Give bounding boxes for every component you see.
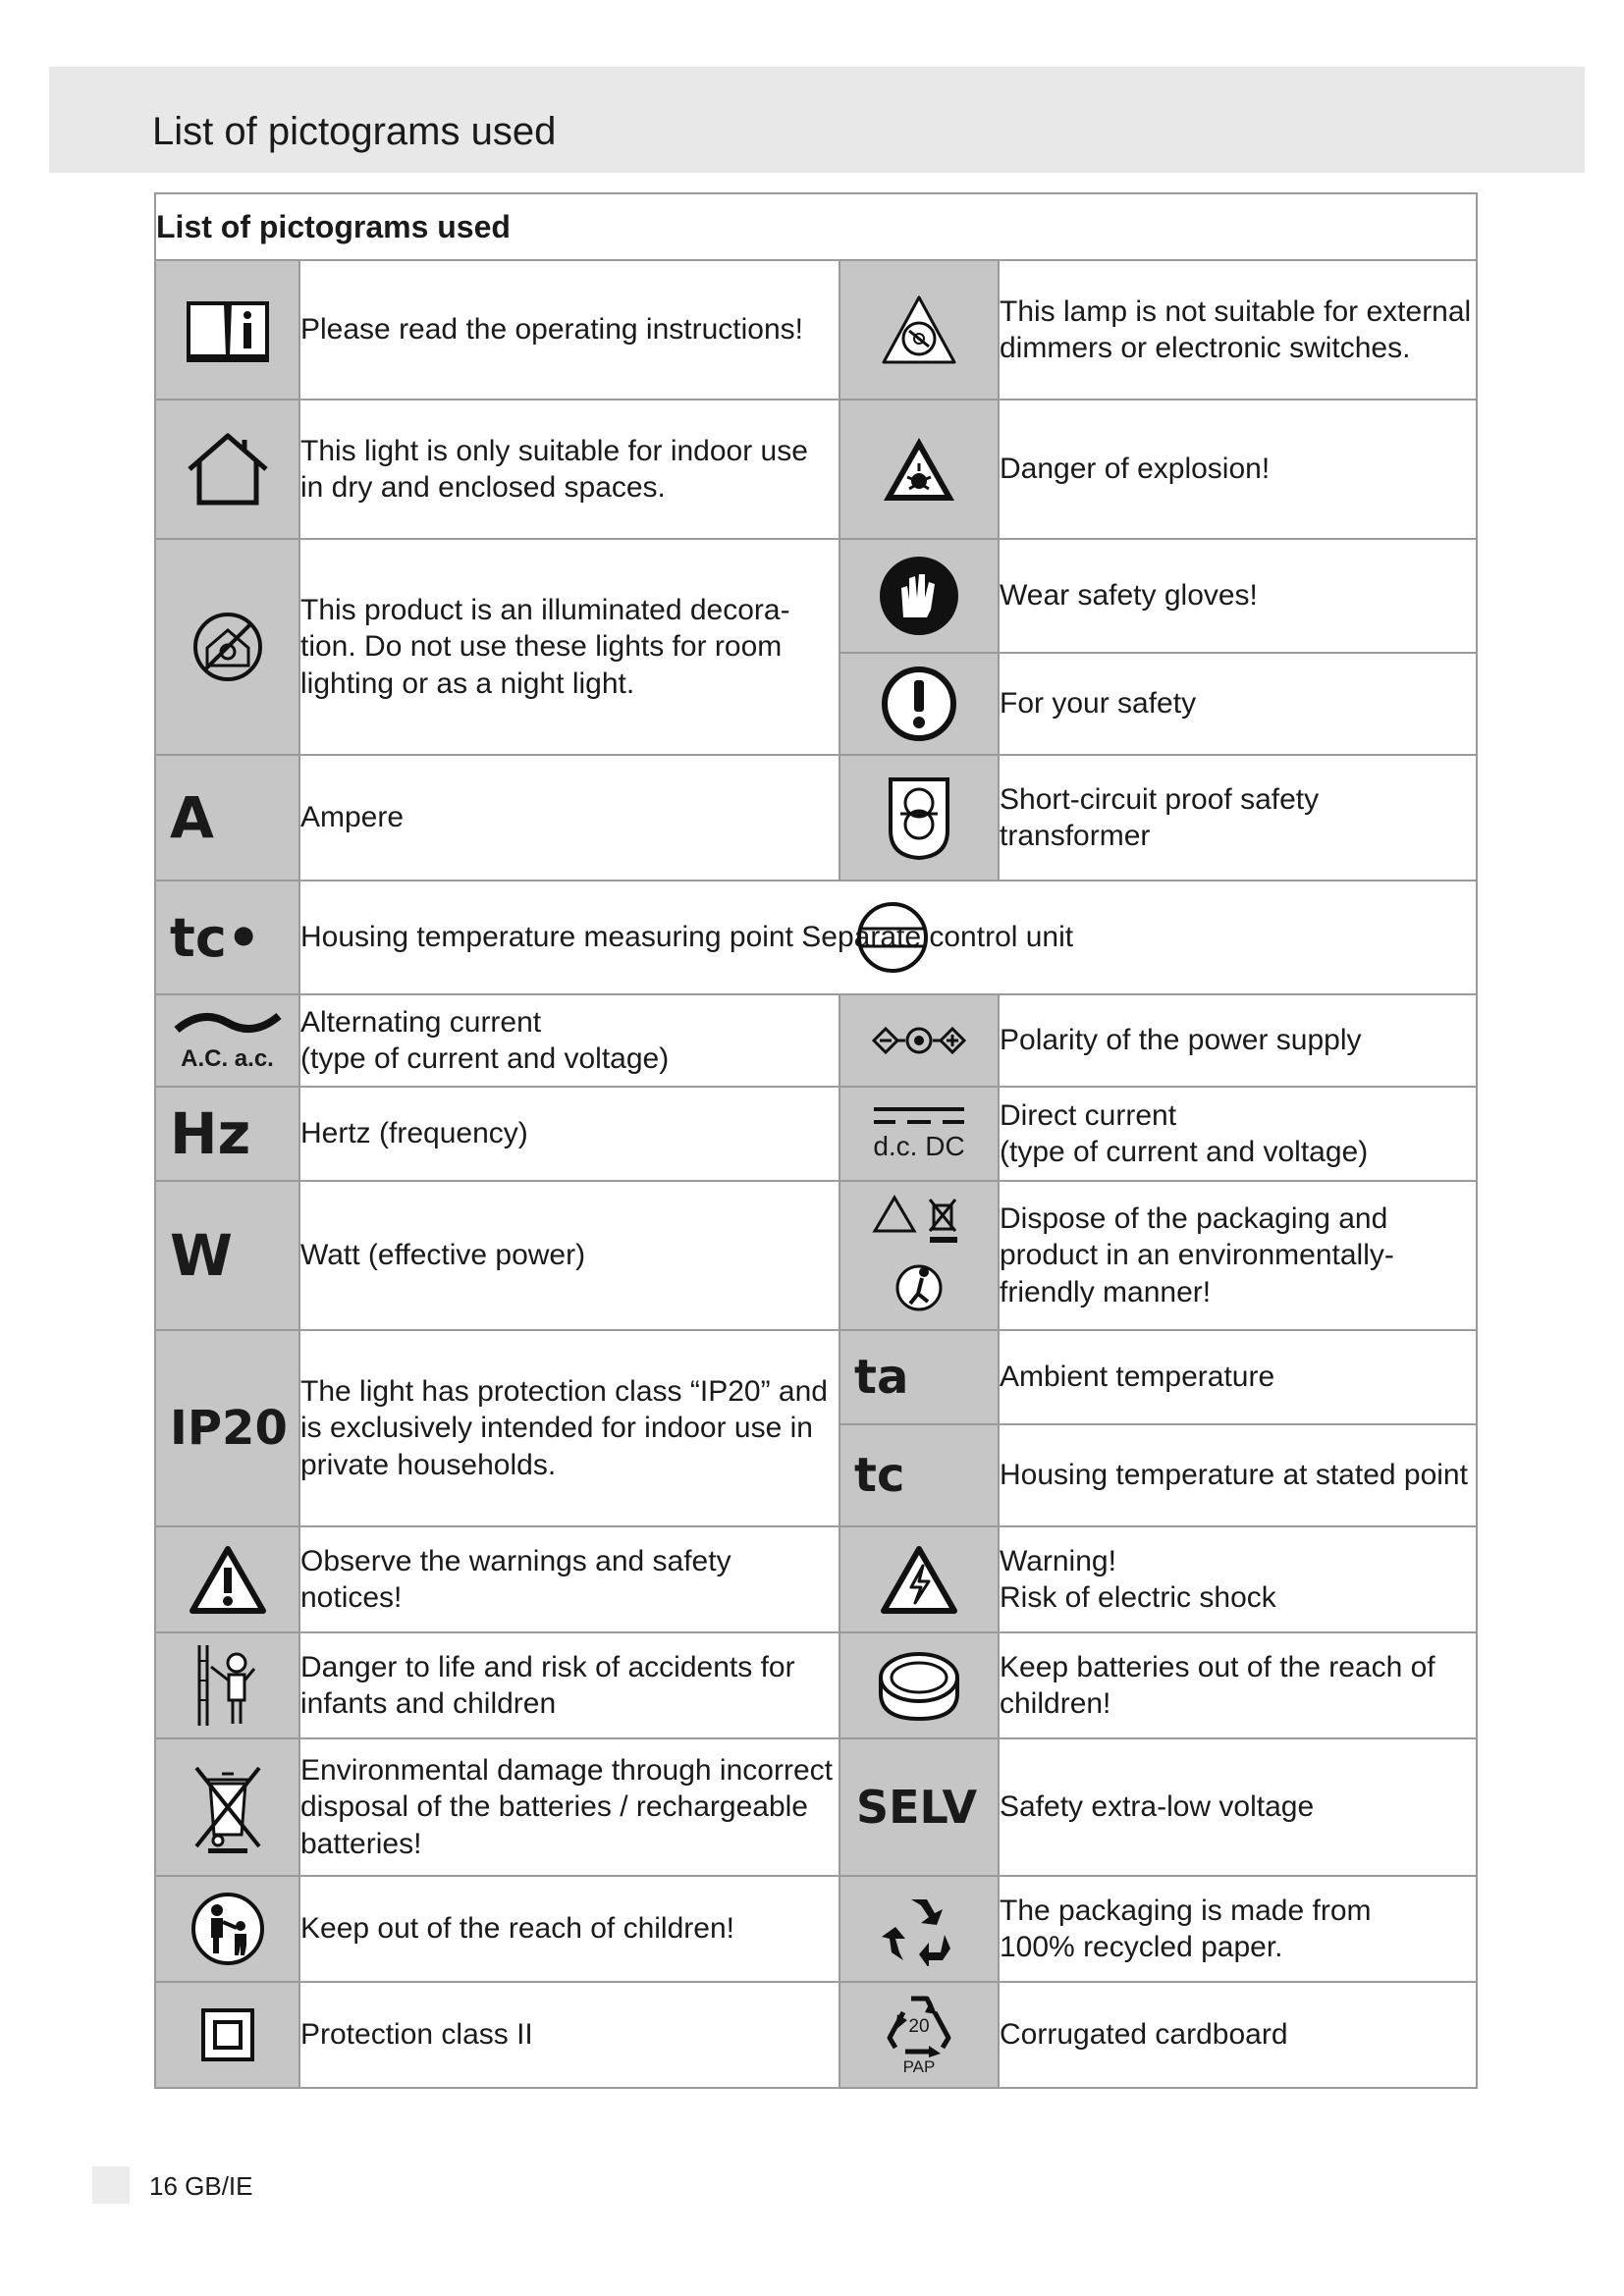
pictogram-description: Wear safety gloves! — [999, 539, 1477, 653]
no-dimmer-icon — [880, 294, 958, 366]
pictogram-description: This product is an illuminated decora-tion. Do not use these lights for room lighting or as a night light. — [299, 539, 839, 755]
table-row — [155, 1181, 1477, 1330]
icon-cell — [839, 1087, 999, 1181]
icon-cell — [839, 1876, 999, 1982]
icon-cell — [839, 1424, 999, 1526]
icon-cell — [155, 1632, 299, 1738]
table-row — [155, 1632, 1477, 1738]
text-line: (type of current and voltage) — [1000, 1136, 1369, 1168]
pictogram-description: Please read the operating instructions! — [299, 260, 839, 400]
pictogram-description: Polarity of the power supply — [999, 994, 1477, 1087]
text-line: Direct current — [1000, 1098, 1177, 1132]
button-battery-icon — [875, 1648, 963, 1723]
pap-number: 20 — [908, 2016, 930, 2037]
icon-cell — [155, 1087, 299, 1181]
icon-cell — [839, 1738, 999, 1876]
pictogram-description — [299, 994, 839, 1087]
dispose-icon — [865, 1192, 973, 1319]
pictogram-description: Ampere — [299, 755, 839, 881]
table-row — [155, 1982, 1477, 2088]
table-row — [155, 881, 1477, 994]
table-row — [155, 1330, 1477, 1424]
icon-cell — [839, 1526, 999, 1632]
icon-cell — [155, 1982, 299, 2088]
text-line: Risk of electric shock — [1000, 1581, 1276, 1614]
icon-cell — [839, 755, 999, 881]
explosion-warning-icon — [880, 434, 958, 505]
icon-cell — [839, 1632, 999, 1738]
pictogram-description: Keep out of the reach of children! — [299, 1876, 839, 1982]
pictogram-description: Corrugated cardboard — [999, 1982, 1477, 2088]
ac-label: A.C. a.c. — [181, 1045, 274, 1072]
alternating-current-icon — [173, 1008, 283, 1038]
pictogram-description: This light is only suitable for indoor use in dry and enclosed spaces. — [299, 400, 839, 539]
pictogram-description: Danger of explosion! — [999, 400, 1477, 539]
recycle-icon — [882, 1892, 956, 1966]
pictogram-description: Keep batteries out of the reach of children! — [999, 1632, 1477, 1738]
text-line: (type of current and voltage) — [300, 1042, 670, 1075]
table-row — [155, 1738, 1477, 1876]
table-row — [155, 1876, 1477, 1982]
icon-cell — [155, 1330, 299, 1526]
short-circuit-transformer-icon — [885, 774, 953, 862]
table-row — [155, 400, 1477, 539]
ta-symbol: ta — [854, 1350, 909, 1405]
table-row — [155, 994, 1477, 1087]
pictogram-description: Protection class II — [299, 1982, 839, 2088]
pictogram-description: For your safety — [999, 653, 1477, 755]
no-room-lighting-icon — [191, 611, 264, 683]
hertz-symbol: Hz — [170, 1100, 251, 1167]
pictogram-description: Watt (effective power) — [299, 1181, 839, 1330]
icon-cell — [839, 260, 999, 400]
table-row — [155, 260, 1477, 400]
icon-cell — [155, 400, 299, 539]
pap-label: PAP — [902, 2057, 936, 2076]
icon-cell — [839, 1982, 999, 2088]
pictogram-description: Ambient temperature — [999, 1330, 1477, 1424]
table-row — [155, 1087, 1477, 1181]
warning-triangle-icon — [189, 1544, 267, 1615]
pictogram-description: Short-circuit proof safety transformer — [999, 755, 1477, 881]
housing-measuring-point-text: Housing temperature measuring point Separate control unit — [300, 921, 1074, 954]
tc-measuring-point-symbol: tc• — [170, 906, 261, 969]
pictogram-description — [999, 1526, 1477, 1632]
icon-cell — [839, 539, 999, 653]
watt-symbol: W — [170, 1222, 233, 1289]
ip20-symbol: IP20 — [170, 1401, 288, 1456]
electric-shock-icon — [880, 1544, 958, 1615]
pictogram-description: Housing temperature at stated point — [999, 1424, 1477, 1526]
icon-cell — [839, 1330, 999, 1424]
page-footer: 16 GB/IE — [149, 2171, 253, 2201]
crossed-bin-icon — [189, 1760, 267, 1854]
dc-label: d.c. DC — [873, 1131, 965, 1161]
pictogram-description: Safety extra-low voltage — [999, 1738, 1477, 1876]
child-danger-icon — [193, 1641, 262, 1730]
table-row — [155, 755, 1477, 881]
text-line: The packaging is made from — [1000, 1894, 1372, 1927]
icon-cell — [155, 1181, 299, 1330]
table-row — [155, 539, 1477, 653]
footer-marker — [92, 2166, 130, 2204]
icon-cell — [155, 1526, 299, 1632]
protection-class-2-icon — [200, 2007, 255, 2062]
pictogram-description — [999, 1876, 1477, 1982]
icon-cell — [839, 400, 999, 539]
pictogram-description — [299, 881, 1477, 994]
text-line: Alternating current — [300, 1005, 542, 1039]
text-line: 100% recycled paper. — [1000, 1931, 1283, 1963]
safety-gloves-icon — [878, 555, 960, 637]
pictogram-description: Hertz (frequency) — [299, 1087, 839, 1181]
pictogram-description — [999, 1087, 1477, 1181]
keep-away-children-icon — [189, 1891, 266, 1967]
pictogram-description: Dispose of the packaging and product in an environmentally-friendly manner! — [999, 1181, 1477, 1330]
icon-cell — [155, 539, 299, 755]
table-title: List of pictograms used — [155, 193, 1477, 260]
read-instructions-icon — [185, 295, 271, 364]
control-unit-icon — [854, 899, 931, 976]
text-line: Warning! — [1000, 1544, 1116, 1577]
tc-symbol: tc — [854, 1448, 905, 1503]
ampere-symbol: A — [170, 784, 214, 851]
icon-cell — [839, 1181, 999, 1330]
icon-cell — [155, 994, 299, 1087]
house-icon — [184, 432, 272, 507]
pictogram-description: Danger to life and risk of accidents for infants and children — [299, 1632, 839, 1738]
pictogram-description: Observe the warnings and safety notices! — [299, 1526, 839, 1632]
icon-cell — [155, 755, 299, 881]
icon-cell — [155, 260, 299, 400]
safety-exclamation-icon — [880, 665, 958, 743]
icon-cell — [155, 1738, 299, 1876]
icon-cell — [155, 1876, 299, 1982]
page-title: List of pictograms used — [152, 110, 557, 153]
pictogram-description: This lamp is not suitable for external dimmers or electronic switches. — [999, 260, 1477, 400]
pictogram-table — [154, 192, 1478, 2089]
selv-symbol: SELV — [856, 1781, 978, 1834]
icon-cell — [839, 653, 999, 755]
pictogram-description: Environmental damage through incorrect disposal of the batteries / rechargeable batteries! — [299, 1738, 839, 1876]
table-row — [155, 1526, 1477, 1632]
icon-cell — [839, 994, 999, 1087]
icon-cell — [155, 881, 299, 994]
polarity-icon — [870, 1023, 968, 1058]
pictogram-description: The light has protection class “IP20” and is exclusively intended for indoor use in private households. — [299, 1330, 839, 1526]
direct-current-icon — [872, 1105, 966, 1127]
